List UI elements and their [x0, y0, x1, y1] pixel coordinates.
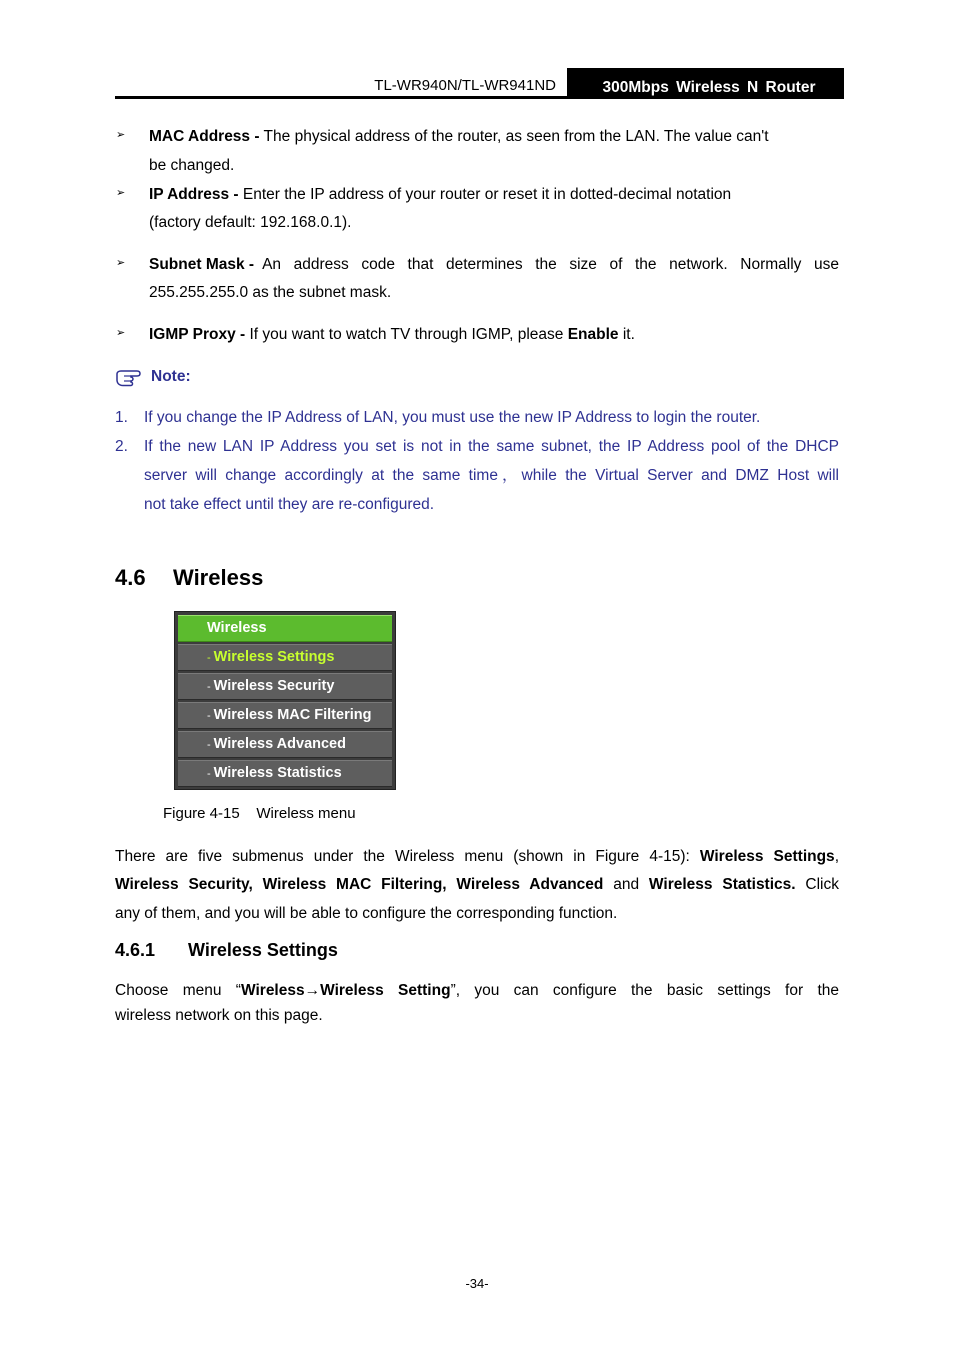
- note-item-2-line2: server will change accordingly at the same time，while the Virtual Server and DMZ Host will: [144, 467, 839, 484]
- choose-line-2: wireless network on this page.: [115, 1007, 323, 1024]
- bullet-subnet: [149, 250, 839, 279]
- text: ”, you can configure the basic settings for the: [450, 982, 839, 999]
- menu-item-label: Wireless Security: [213, 678, 335, 694]
- menu-head-wireless[interactable]: Wireless: [178, 615, 392, 642]
- term: IGMP Proxy -: [149, 326, 246, 343]
- dash: -: [207, 710, 211, 722]
- bullet-arrow-icon: ➢: [116, 327, 126, 339]
- menu-item-label: Wireless Settings: [213, 649, 335, 665]
- bullet-arrow-icon: ➢: [116, 187, 126, 199]
- header-rule: [115, 96, 844, 99]
- intro-line-1: [115, 842, 839, 871]
- bullet-subnet-cont: 255.255.255.0 as the subnet mask.: [149, 284, 392, 301]
- note-item-2-line1: If the new LAN IP Address you set is not in the same subnet, the IP Address pool of the DHCP: [144, 438, 839, 455]
- text: An address code that determines the size of the network. Normally use: [262, 256, 839, 273]
- dash: -: [207, 681, 211, 693]
- intro-line-2: [115, 870, 839, 899]
- note-item-1: If you change the IP Address of LAN, you must use the new IP Address to login the router.: [144, 409, 761, 426]
- text-bold: Wireless→Wireless Setting: [240, 982, 451, 999]
- section-number: 4.6: [115, 565, 146, 590]
- subsection-number: 4.6.1: [115, 940, 156, 960]
- bullet-mac: [149, 122, 839, 151]
- text-bold: Wireless Security, Wireless MAC Filtering, Wireless Advanced: [115, 876, 604, 893]
- bullet-arrow-icon: ➢: [116, 257, 126, 269]
- bullet-ip-cont: (factory default: 192.168.0.1).: [149, 214, 352, 231]
- header-model: TL-WR940N/TL-WR941ND: [374, 77, 556, 94]
- page-number: -34-: [465, 1276, 489, 1291]
- menu-item-wireless-settings[interactable]: [178, 644, 392, 671]
- figure-caption: Figure 4-15 Wireless menu: [163, 805, 356, 822]
- text: There are five submenus under the Wireless menu (shown in Figure 4-15):: [115, 848, 700, 865]
- note-num-2: 2.: [115, 438, 128, 455]
- pointing-hand-icon: [115, 365, 143, 387]
- bullet-mac-cont: be changed.: [149, 157, 235, 174]
- note-item-2-line3: not take effect until they are re-configured.: [144, 496, 435, 513]
- text: ,: [834, 848, 839, 865]
- wireless-menu-image: [174, 611, 396, 790]
- section-title: Wireless: [173, 565, 264, 590]
- text-bold: Wireless Statistics.: [648, 876, 796, 893]
- menu-item-wireless-security[interactable]: [178, 673, 392, 700]
- text: If you want to watch TV through IGMP, please: [245, 326, 568, 343]
- text: Choose menu “: [115, 982, 241, 999]
- bullet-ip: [149, 180, 839, 209]
- text: and: [603, 876, 649, 893]
- menu-item-wireless-advanced[interactable]: [178, 731, 392, 758]
- text: Enter the IP address of your router or reset it in dotted-decimal notation: [238, 186, 732, 203]
- text: it.: [618, 326, 635, 343]
- text: The physical address of the router, as seen from the LAN. The value can't: [259, 128, 769, 145]
- enable-word: Enable: [567, 326, 619, 343]
- note-num-1: 1.: [115, 409, 128, 426]
- term: IP Address -: [149, 186, 239, 203]
- menu-item-wireless-mac-filtering[interactable]: [178, 702, 392, 729]
- text-bold: Wireless Settings: [699, 848, 835, 865]
- dash: -: [207, 739, 211, 751]
- menu-item-label: Wireless Statistics: [213, 765, 342, 781]
- term: MAC Address -: [149, 128, 260, 145]
- note-label: Note:: [151, 368, 191, 385]
- intro-line-3: any of them, and you will be able to configure the corresponding function.: [115, 905, 618, 922]
- bullet-igmp: [149, 320, 839, 349]
- dash: -: [207, 652, 211, 664]
- subsection-title: Wireless Settings: [188, 940, 338, 960]
- menu-item-label: Wireless Advanced: [213, 736, 346, 752]
- term: Subnet Mask -: [149, 256, 255, 273]
- menu-item-label: Wireless MAC Filtering: [213, 707, 372, 723]
- text: Click: [795, 876, 839, 893]
- header-product: 300Mbps Wireless N Router: [574, 68, 844, 99]
- dash: -: [207, 768, 211, 780]
- bullet-arrow-icon: ➢: [116, 129, 126, 141]
- menu-item-wireless-statistics[interactable]: [178, 760, 392, 787]
